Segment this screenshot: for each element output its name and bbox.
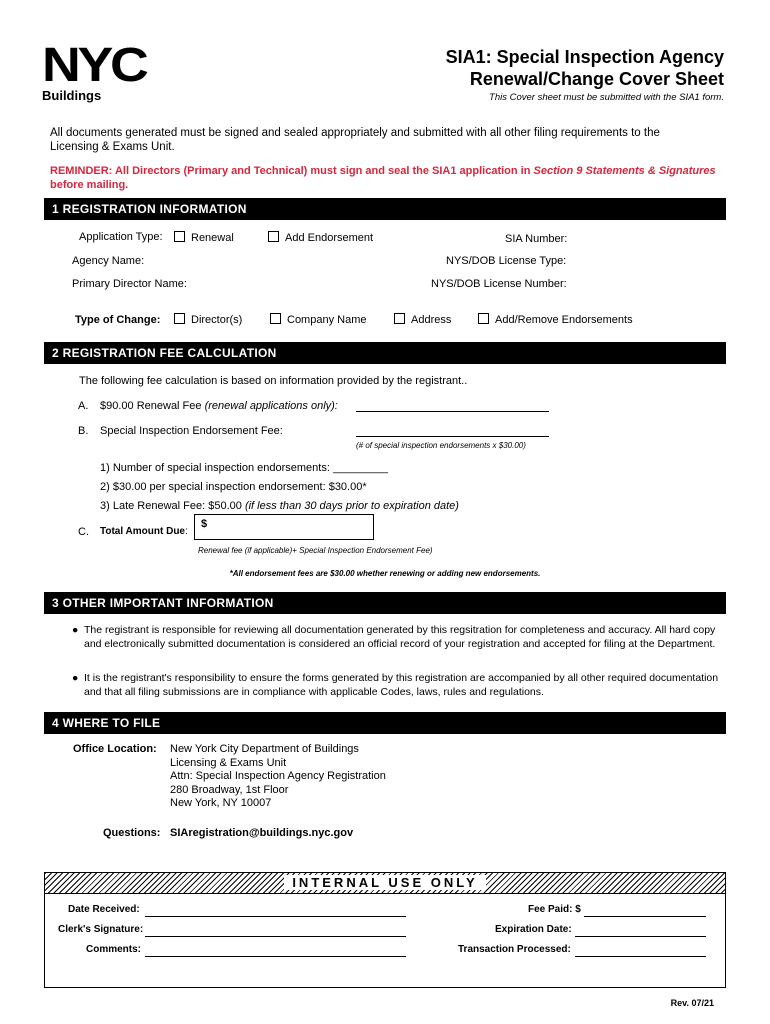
add-remove-checkbox[interactable] [478, 313, 489, 324]
expiration-date-label: Expiration Date: [495, 924, 572, 935]
comments-field[interactable] [145, 956, 406, 957]
section3-header: 3 OTHER IMPORTANT INFORMATION [44, 592, 726, 614]
fee-a-letter: A. [78, 400, 89, 412]
logo-sub: Buildings [42, 88, 102, 103]
fee-paid-label: Fee Paid: $ [528, 904, 581, 915]
fee-a-field[interactable] [356, 411, 549, 412]
clerk-signature-label: Clerk's Signature: [58, 924, 144, 935]
add-remove-option[interactable]: Add/Remove Endorsements [478, 313, 633, 326]
date-received-label: Date Received: [68, 904, 140, 915]
endorsement-footnote: *All endorsement fees are $30.00 whether renewing or adding new endorsements. [229, 569, 541, 578]
fee-intro: The following fee calculation is based on information provided by the registrant.. [79, 375, 468, 387]
company-name-checkbox[interactable] [270, 313, 281, 324]
internal-use-box [44, 894, 726, 988]
directors-option[interactable]: Director(s) [174, 313, 242, 326]
info-bullet-2: ● It is the registrant's responsibility to ensure the forms generated by this registration are accompanied by all other required documentation and that all filing submissions are in compliance with applicable Codes, laws, rules and regulations. [72, 672, 719, 698]
dollar-sign: $ [201, 518, 208, 530]
clerk-signature-field[interactable] [145, 936, 406, 937]
license-number-label: NYS/DOB License Number: [431, 278, 567, 290]
intro-text: All documents generated must be signed and sealed appropriately and submitted with all other filing requirements to the Licensing & Exams Unit. [50, 127, 660, 153]
fee-paid-field[interactable] [584, 916, 706, 917]
reminder-part1: REMINDER: All Directors (Primary and Technical) must sign and seal the SIA1 application in [50, 165, 534, 177]
total-amount-label: Total Amount Due: [100, 526, 188, 537]
fee-b-text: Special Inspection Endorsement Fee: [100, 425, 283, 437]
office-location-label: Office Location: [73, 743, 157, 755]
add-endorsement-option[interactable] [268, 231, 373, 244]
address-option[interactable]: Address [394, 313, 451, 326]
info-bullet-1: ● The registrant is responsible for reviewing all documentation generated by this regsitration for completeness and accuracy. All hard copy and electronically submitted documentation is considered an official record of your registration and accepted for filing at the Department. [72, 624, 716, 650]
bullet-dot-icon: ● [72, 624, 79, 636]
reminder-text [50, 164, 720, 192]
company-name-option[interactable]: Company Name [270, 313, 366, 326]
renewal-label: Renewal [191, 232, 234, 244]
title-line2: Renewal/Change Cover Sheet [469, 69, 724, 89]
type-of-change-label: Type of Change: [75, 314, 161, 326]
directors-checkbox[interactable] [174, 313, 185, 324]
license-type-label: NYS/DOB License Type: [446, 255, 567, 267]
fee-b-note: (# of special inspection endorsements x $30.00) [356, 441, 526, 450]
comments-label: Comments: [86, 944, 142, 955]
address-checkbox[interactable] [394, 313, 405, 324]
internal-use-title: INTERNAL USE ONLY [284, 875, 485, 890]
application-type-label: Application Type: [79, 231, 163, 243]
date-received-field[interactable] [145, 916, 406, 917]
total-amount-field[interactable] [194, 514, 374, 540]
total-note: Renewal fee (if applicable)+ Special Inspection Endorsement Fee) [198, 546, 433, 555]
expiration-date-field[interactable] [575, 936, 706, 937]
fee-item3: 3) Late Renewal Fee: $50.00 (if less than 30 days prior to expiration date) [100, 500, 459, 512]
questions-label: Questions: [103, 827, 161, 839]
section2-header: 2 REGISTRATION FEE CALCULATION [44, 342, 726, 364]
fee-b-letter: B. [78, 425, 89, 437]
internal-use-banner [44, 872, 726, 894]
transaction-processed-label: Transaction Processed: [458, 944, 571, 955]
fee-item2: 2) $30.00 per special inspection endorsement: $30.00* [100, 481, 367, 493]
transaction-processed-field[interactable] [575, 956, 706, 957]
office-address: New York City Department of Buildings Licensing & Exams Unit Attn: Special Inspection Agency Registration 280 Broadway, 1st Floor New York, NY 10007 [170, 743, 386, 809]
bullet-dot-icon: ● [72, 672, 79, 684]
primary-director-label: Primary Director Name: [72, 278, 187, 290]
fee-c-letter: C. [78, 526, 89, 538]
fee-b-field[interactable] [356, 436, 549, 437]
agency-name-label: Agency Name: [72, 255, 145, 267]
renewal-checkbox[interactable] [174, 231, 185, 242]
section1-header: 1 REGISTRATION INFORMATION [44, 198, 726, 220]
fee-a-text: $90.00 Renewal Fee (renewal applications only): [100, 400, 338, 412]
logo-text: NYC [42, 39, 146, 92]
renewal-option[interactable] [174, 231, 234, 244]
reminder-part2: before mailing. [50, 179, 129, 191]
sia-number-label: SIA Number: [505, 233, 568, 245]
form-subtitle: This Cover sheet must be submitted with the SIA1 form. [489, 92, 724, 103]
add-endorsement-checkbox[interactable] [268, 231, 279, 242]
fee-item1: 1) Number of special inspection endorsements: _________ [100, 462, 389, 474]
form-title [446, 46, 724, 90]
revision-label: Rev. 07/21 [670, 998, 714, 1008]
nyc-buildings-logo [42, 39, 166, 103]
title-line1: SIA1: Special Inspection Agency [445, 47, 724, 67]
reminder-italic: Section 9 Statements & Signatures [533, 165, 716, 177]
section4-header: 4 WHERE TO FILE [44, 712, 726, 734]
add-endorsement-label: Add Endorsement [285, 232, 374, 244]
questions-email[interactable]: SIAregistration@buildings.nyc.gov [170, 827, 354, 839]
